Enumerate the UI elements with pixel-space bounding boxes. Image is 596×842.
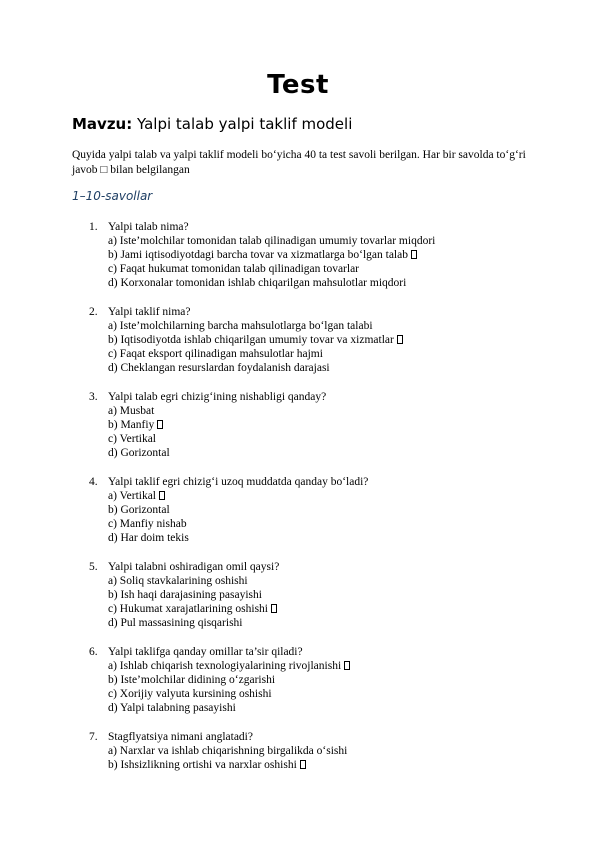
answer-option-text: a) Musbat	[108, 405, 155, 417]
answer-option-text: c) Faqat hukumat tomonidan talab qilinadigan tovarlar	[108, 263, 360, 275]
answer-option-text: a) Ishlab chiqarish texnologiyalarining rivojlanishi	[108, 660, 342, 672]
answer-option-text: b) Gorizontal	[108, 504, 170, 516]
answer-option-text: a) Narxlar va ishlab chiqarishning birgalikda o‘sishi	[108, 745, 348, 757]
question-text: Yalpi talabni oshiradigan omil qaysi?	[108, 561, 280, 573]
answer-option-text: c) Xorijiy valyuta kursining oshishi	[108, 688, 272, 700]
question-text: Yalpi talab nima?	[108, 221, 189, 233]
question-number: 2.	[89, 306, 98, 318]
question-number: 1.	[89, 221, 98, 233]
intro-paragraph: Quyida yalpi talab va yalpi taklif modeli bo‘yicha 40 ta test savoli berilgan. Har bir savolda to‘g‘ri javob □ bilan belgilangan	[72, 149, 526, 176]
answer-option	[108, 531, 532, 545]
answer-option	[108, 588, 532, 602]
answer-option-text: d) Yalpi talabning pasayishi	[108, 702, 236, 714]
question-number: 6.	[89, 646, 98, 658]
question-text: Yalpi taklif egri chizig‘i uzoq muddatda qanday bo‘ladi?	[108, 476, 369, 488]
question-number: 5.	[89, 561, 98, 573]
answer-option-text: d) Har doim tekis	[108, 532, 189, 544]
answer-option-text: b) Ishsizlikning ortishi va narxlar oshishi	[108, 759, 297, 771]
answer-option	[108, 744, 532, 758]
answer-option	[108, 418, 532, 432]
question-number: 3.	[89, 391, 98, 403]
question-item	[72, 560, 532, 630]
answer-option	[108, 602, 532, 616]
answer-option	[108, 404, 532, 418]
answer-option	[108, 333, 532, 347]
question-text: Yalpi taklif nima?	[108, 306, 191, 318]
question-item	[72, 390, 532, 460]
answer-option-text: c) Hukumat xarajatlarining oshishi	[108, 603, 269, 615]
answer-option	[108, 517, 532, 531]
question-text: Yalpi talab egri chizig‘ining nishabligi qanday?	[108, 391, 327, 403]
page-title: Test	[267, 70, 329, 100]
answer-option	[108, 673, 532, 687]
answer-option-text: a) Iste’molchilarning barcha mahsulotlarga bo‘lgan talabi	[108, 320, 373, 332]
question-text: Stagflyatsiya nimani anglatadi?	[108, 731, 253, 743]
answer-option	[108, 489, 532, 503]
answer-option	[108, 361, 532, 375]
question-item	[72, 220, 532, 290]
topic-value: Yalpi talab yalpi taklif modeli	[137, 115, 353, 133]
answer-option-text: b) Iqtisodiyotda ishlab chiqarilgan umumiy tovar va xizmatlar	[108, 334, 394, 346]
answer-option-text: c) Vertikal	[108, 433, 157, 445]
answer-option	[108, 262, 532, 276]
question-number: 7.	[89, 731, 98, 743]
answer-option-text: b) Iste’molchilar didining o‘zgarishi	[108, 674, 276, 686]
answer-option	[108, 758, 532, 772]
answer-option	[108, 432, 532, 446]
correct-answer-box-icon	[344, 661, 350, 670]
answer-option	[108, 319, 532, 333]
correct-answer-box-icon	[159, 491, 165, 500]
answer-option-text: d) Cheklangan resurslardan foydalanish darajasi	[108, 362, 330, 374]
answer-option	[108, 276, 532, 290]
answer-option	[108, 248, 532, 262]
answer-option	[108, 687, 532, 701]
question-text: Yalpi taklifga qanday omillar ta’sir qiladi?	[108, 646, 303, 658]
answer-option-text: d) Pul massasining qisqarishi	[108, 617, 243, 629]
topic-line	[72, 115, 352, 133]
answer-option	[108, 701, 532, 715]
answer-option-text: d) Gorizontal	[108, 447, 170, 459]
answer-option-text: a) Soliq stavkalarining oshishi	[108, 575, 248, 587]
answer-option	[108, 446, 532, 460]
answer-option	[108, 616, 532, 630]
question-item	[72, 645, 532, 715]
answer-option-text: b) Manfiy	[108, 419, 155, 431]
answer-option-text: d) Korxonalar tomonidan ishlab chiqarilgan mahsulotlar miqdori	[108, 277, 407, 289]
answer-option-text: a) Vertikal	[108, 490, 157, 502]
answer-option-text: c) Manfiy nishab	[108, 518, 187, 530]
correct-answer-box-icon	[157, 420, 163, 429]
correct-answer-box-icon	[397, 335, 403, 344]
correct-answer-box-icon	[300, 760, 306, 769]
question-item	[72, 305, 532, 375]
answer-option	[108, 659, 532, 673]
correct-answer-box-icon	[411, 250, 417, 259]
question-item	[72, 475, 532, 545]
question-number: 4.	[89, 476, 98, 488]
answer-option-text: a) Iste’molchilar tomonidan talab qilinadigan umumiy tovarlar miqdori	[108, 235, 436, 247]
answer-option-text: c) Faqat eksport qilinadigan mahsulotlar hajmi	[108, 348, 323, 360]
answer-option	[108, 347, 532, 361]
answer-option-text: b) Jami iqtisodiyotdagi barcha tovar va xizmatlarga bo‘lgan talab	[108, 249, 408, 261]
correct-answer-box-icon	[271, 604, 277, 613]
question-item	[72, 730, 532, 772]
answer-option	[108, 234, 532, 248]
section-heading: 1–10-savollar	[72, 189, 153, 203]
question-list	[72, 220, 532, 787]
answer-option-text: b) Ish haqi darajasining pasayishi	[108, 589, 262, 601]
topic-label: Mavzu:	[72, 115, 133, 133]
answer-option	[108, 503, 532, 517]
answer-option	[108, 574, 532, 588]
